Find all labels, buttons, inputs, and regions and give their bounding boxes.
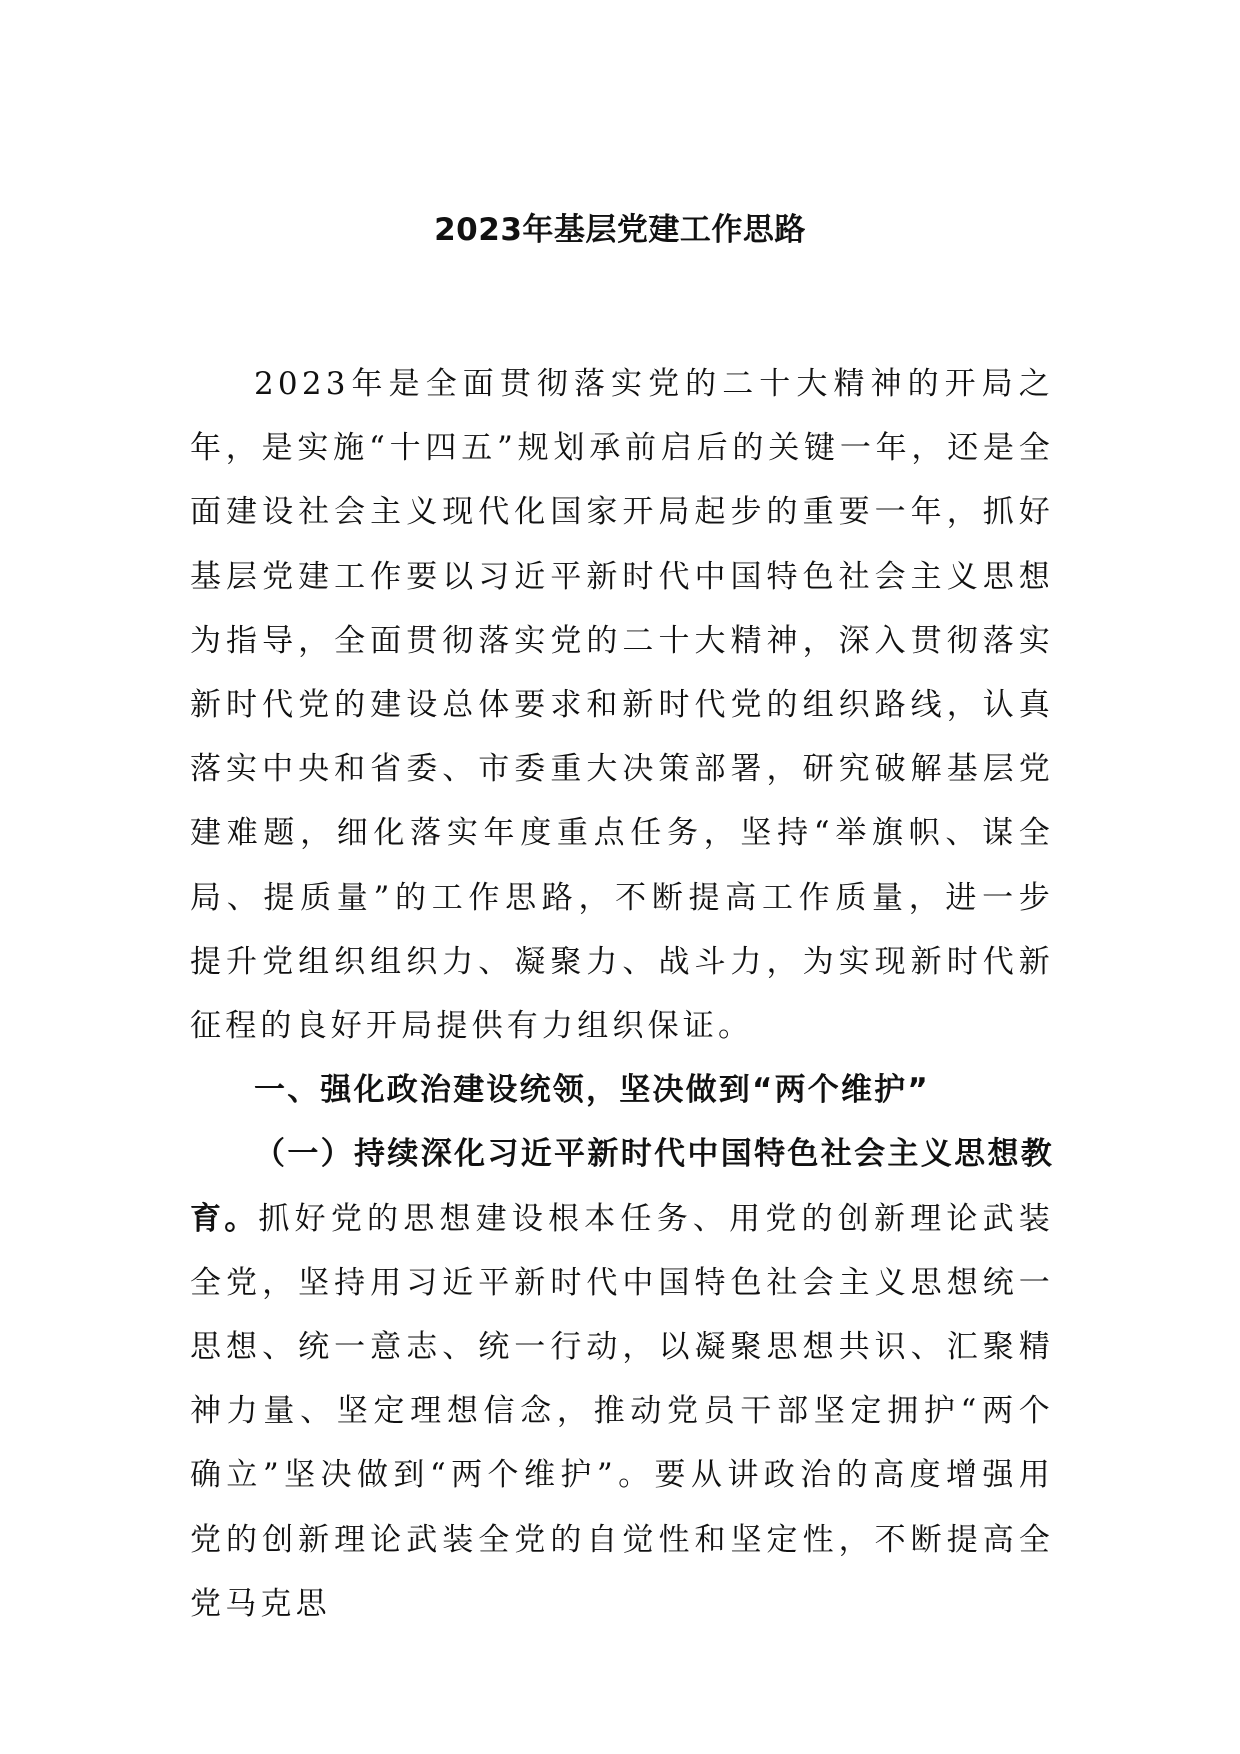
document-body [190, 352, 1054, 1636]
section-heading: 一、强化政治建设统领，坚决做到“两个维护” [254, 1072, 930, 1109]
intro-paragraph: 2023年是全面贯彻落实党的二十大精神的开局之年，是实施“十四五”规划承前启后的关键一年，还是全面建设社会主义现代化国家开局起步的重要一年，抓好基层党建工作要以习近平新时代中国特色社会主义思想为指导，全面贯彻落实党的二十大精神，深入贯彻落实新时代党的建设总体要求和新时代党的组织路线，认真落实中央和省委、市委重大决策部署，研究破解基层党建难题，细化落实年度重点任务，坚持“举旗帜、谋全局、提质量”的工作思路，不断提高工作质量，进一步提升党组织组织力、凝聚力、战斗力，为实现新时代新征程的良好开局提供有力组织保证。 [190, 366, 1054, 1045]
document-title: 2023年基层党建工作思路 [434, 212, 806, 248]
subsection-lead: （一）持续深化习近平新时代中国特色社会主义思想教育。 [190, 1136, 1054, 1237]
subsection-paragraph [190, 1122, 1054, 1636]
subsection-text: 抓好党的思想建设根本任务、用党的创新理论武装全党，坚持用习近平新时代中国特色社会主义思想统一思想、统一意志、统一行动，以凝聚思想共识、汇聚精神力量、坚定理想信念，推动党员干部坚定拥护“两个确立”坚决做到“两个维护”。要从讲政治的高度增强用党的创新理论武装全党的自觉性和坚定性，不断提高全党马克思 [190, 1200, 1054, 1622]
